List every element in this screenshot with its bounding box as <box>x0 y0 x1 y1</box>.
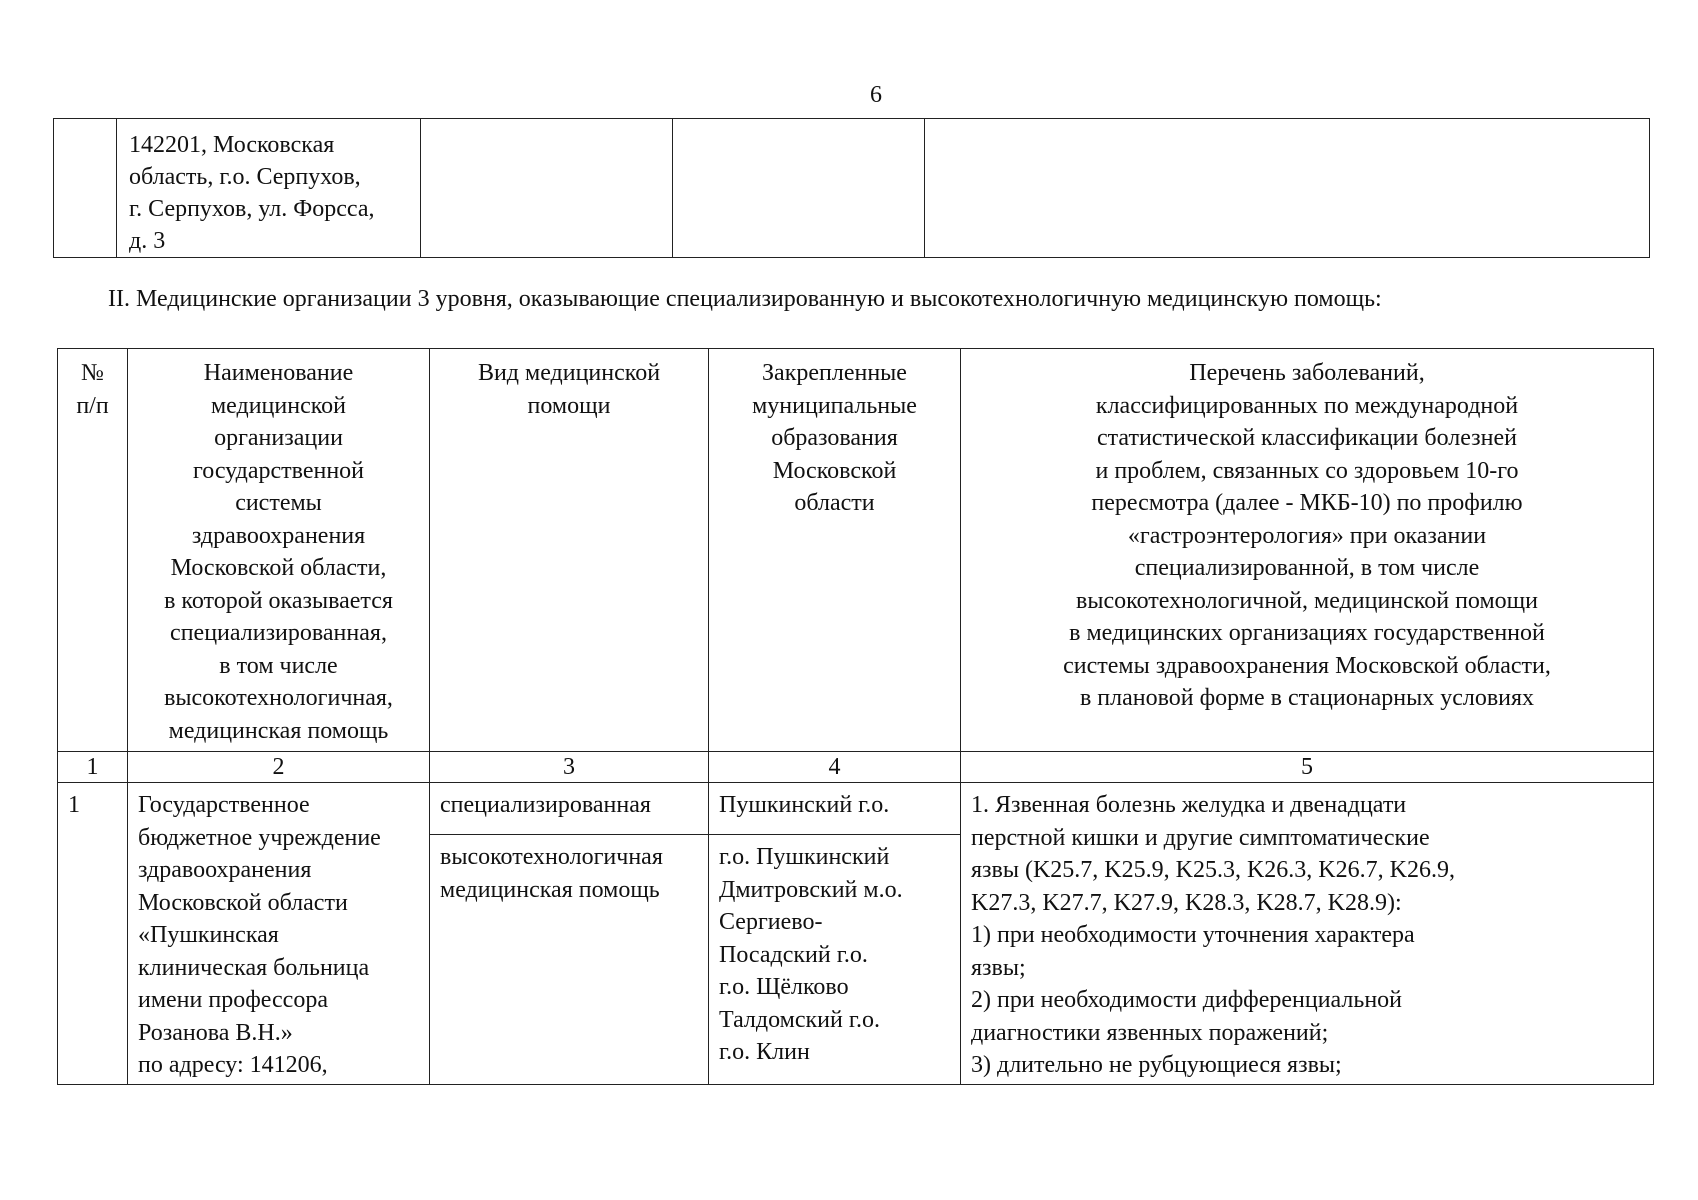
section-heading: II. Медицинские организации 3 уровня, оказывающие специализированную и высокотехнологичную медицинскую помощь: <box>108 286 1382 312</box>
municipalities-cell <box>709 783 961 1085</box>
care-type-hitech: высокотехнологичная медицинская помощь <box>440 844 663 903</box>
header-diseases: Перечень заболеваний, классифицированных по международной статистической классификации болезней и проблем, связанных со здоровьем 10-го пересмотра (далее - МКБ-10) по профилю «гастроэнтерология» при оказании специализированной, в том числе высокотехнологичной, медицинской помощи в медицинских организациях государственной системы здравоохранения Московской области, в плановой форме в стационарных условиях <box>961 349 1654 752</box>
address-cell <box>117 119 421 258</box>
header-row <box>58 349 1654 752</box>
column-number: 3 <box>430 752 709 783</box>
header-care-type: Вид медицинской помощи <box>430 349 709 752</box>
table-cell <box>673 119 925 258</box>
care-type-specialized: специализированная <box>430 783 708 835</box>
address-line: г. Серпухов, ул. Форсса, <box>129 196 375 222</box>
column-number: 1 <box>58 752 128 783</box>
row-number: 1 <box>58 783 128 1085</box>
column-number-row <box>58 752 1654 783</box>
address-line: д. 3 <box>129 228 166 254</box>
municipality-hitech: г.о. Пушкинский Дмитровский м.о. Сергиево- Посадский г.о. г.о. Щёлково Талдомский г.о. г.о. Клин <box>719 844 903 1065</box>
column-number: 5 <box>961 752 1654 783</box>
header-number: № п/п <box>58 349 128 752</box>
column-number: 2 <box>128 752 430 783</box>
table-cell <box>925 119 1650 258</box>
header-organization: Наименование медицинской организации государственной системы здравоохранения Московской области, в которой оказывается специализированная, в том числе высокотехнологичная, медицинская помощь <box>128 349 430 752</box>
care-type-cell <box>430 783 709 1085</box>
header-municipalities: Закрепленные муниципальные образования Московской области <box>709 349 961 752</box>
table-cell <box>421 119 673 258</box>
diseases-cell: 1. Язвенная болезнь желудка и двенадцати перстной кишки и другие симптоматические язвы (K25.7, K25.9, K25.3, K26.3, K26.7, K26.9, K27.3, K27.7, K27.9, K28.3, K28.7, K28.9): 1) при необходимости уточнения характера язвы; 2) при необходимости дифференциальной диагностики язвенных поражений; 3) длительно не рубцующиеся язвы; <box>961 783 1654 1085</box>
municipality-specialized: Пушкинский г.о. <box>709 783 960 835</box>
table-row <box>58 783 1654 1085</box>
organization-cell: Государственное бюджетное учреждение здравоохранения Московской области «Пушкинская клиническая больница имени профессора Розанова В.Н.» по адресу: 141206, <box>128 783 430 1085</box>
table-cell <box>54 119 117 258</box>
page-number: 6 <box>870 82 882 108</box>
address-line: 142201, Московская <box>129 132 335 158</box>
table-row <box>54 119 1650 258</box>
column-number: 4 <box>709 752 961 783</box>
continuation-table <box>53 118 1650 258</box>
organizations-table <box>57 348 1654 1085</box>
address-line: область, г.о. Серпухов, <box>129 164 361 190</box>
